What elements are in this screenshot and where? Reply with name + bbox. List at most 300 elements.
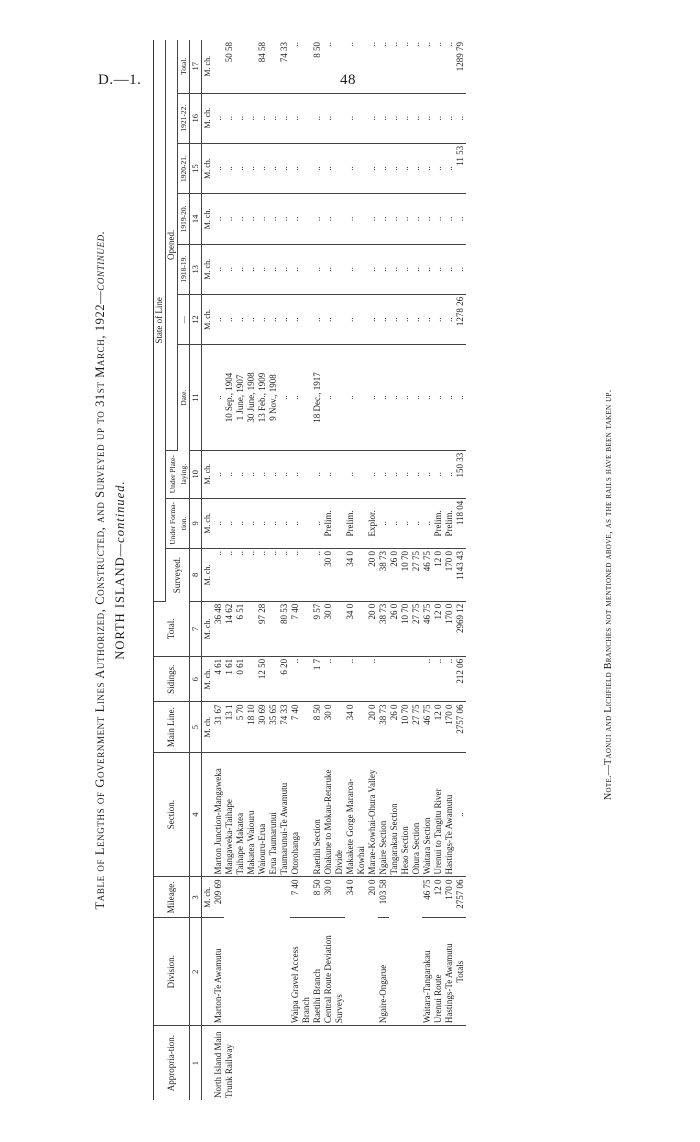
sidings-cell: .. — [422, 656, 433, 702]
column-number: 2 — [190, 918, 202, 1026]
surveyed-cell: .. — [235, 549, 246, 602]
opened-1921-22-cell: .. — [323, 93, 345, 143]
division-cell: Hastings-Te Awamutu — [444, 918, 455, 1026]
header-mileage: Mileage. — [154, 877, 190, 918]
section-cell: Mangaweka-Taihape — [224, 752, 235, 877]
opened-dash-cell: .. — [345, 294, 367, 344]
division-cell: Marton-Te Awamutu — [213, 918, 290, 1026]
sidings-cell: 4 61 — [213, 656, 224, 702]
totals-1921-22: .. — [455, 93, 466, 143]
surveyed-cell: 46 75 — [422, 549, 433, 602]
opened-1918-19-cell: .. — [444, 244, 455, 294]
appropriation-cell — [422, 1026, 433, 1100]
opened-1918-19-cell: .. — [312, 244, 323, 294]
surveyed-cell: .. — [224, 549, 235, 602]
opened-1919-20-cell: .. — [378, 194, 389, 244]
totals-formation: 118 04 — [455, 498, 466, 548]
main-line-cell: 8 50 — [312, 702, 323, 752]
total-cell: 46 75 — [422, 601, 433, 656]
totals-sidings: 212 06 — [455, 656, 466, 702]
opened-1918-19-cell: .. — [433, 244, 444, 294]
unit-label: M. ch. — [202, 93, 214, 143]
total-cell: 170 0 — [444, 601, 455, 656]
total-cell — [268, 601, 279, 656]
header-1921-22: 1921-22. — [178, 93, 190, 143]
opened-1919-20-cell: .. — [411, 194, 422, 244]
opened-1920-21-cell: .. — [345, 143, 367, 193]
opened-date-cell: .. — [213, 345, 224, 451]
opened-dash-cell: .. — [312, 294, 323, 344]
opened-1921-22-cell: .. — [345, 93, 367, 143]
opened-1918-19-cell: .. — [279, 244, 290, 294]
under-formation-cell: .. — [279, 498, 290, 548]
opened-1920-21-cell: .. — [279, 143, 290, 193]
table-subtitle-continued: continued. — [113, 480, 127, 543]
appropriation-cell — [290, 1026, 312, 1100]
opened-total-cell: 8 50 — [312, 40, 323, 93]
mileage-cell: 20 0 — [367, 879, 377, 896]
opened-1919-20-cell: .. — [389, 194, 400, 244]
totals-1919-20: .. — [455, 194, 466, 244]
under-platelaying-cell: .. — [213, 450, 224, 498]
header-under-formation: Under Forma-tion. — [166, 498, 190, 548]
division-cell: Raetihi Branch — [312, 918, 323, 1026]
opened-1918-19-cell: .. — [257, 244, 268, 294]
sidings-cell: 1 61 — [224, 656, 235, 702]
column-number: 13 — [190, 244, 202, 294]
opened-1918-19-cell: .. — [367, 244, 378, 294]
under-platelaying-cell: .. — [279, 450, 290, 498]
opened-total-cell: .. — [411, 40, 422, 93]
opened-1919-20-cell: .. — [444, 194, 455, 244]
mileage-cell: 46 75 — [422, 877, 433, 918]
header-1918-19: 1918-19. — [178, 244, 190, 294]
opened-dash-cell: .. — [378, 294, 389, 344]
column-number: 7 — [190, 601, 202, 656]
opened-1918-19-cell: .. — [378, 244, 389, 294]
header-surveyed: Surveyed. — [166, 549, 190, 602]
under-formation-cell: .. — [213, 498, 224, 548]
sidings-cell — [389, 656, 400, 702]
opened-1919-20-cell: .. — [279, 194, 290, 244]
column-number: 11 — [190, 345, 202, 451]
opened-total-cell: .. — [378, 40, 389, 93]
unit-label: M. ch. — [202, 877, 214, 918]
under-platelaying-cell: .. — [345, 450, 367, 498]
under-formation-cell: .. — [422, 498, 433, 548]
page-reference: D.—1. — [98, 72, 142, 88]
opened-date-cell: 1 June, 1907 — [235, 345, 246, 451]
unit-label: M. ch. — [202, 702, 214, 752]
surveyed-cell: 12 0 — [433, 549, 444, 602]
main-line-cell: 13 1 — [224, 702, 235, 752]
opened-dash-cell: .. — [433, 294, 444, 344]
opened-1919-20-cell: .. — [400, 194, 411, 244]
opened-1920-21-cell: .. — [290, 143, 312, 193]
appropriation-cell: North Island Main Trunk Railway — [213, 1031, 234, 1098]
table-row — [323, 40, 345, 1100]
header-date: Date. — [178, 345, 190, 451]
unit-label: M. ch. — [202, 549, 214, 602]
surveyed-cell: 34 0 — [345, 549, 367, 602]
opened-date-cell: 10 Sep., 1904 — [224, 345, 235, 451]
mileage-cell: 170 0 — [444, 877, 455, 918]
main-line-cell: 26 0 — [389, 702, 400, 752]
mileage-cell — [246, 877, 257, 918]
main-line-cell: 170 0 — [444, 702, 455, 752]
main-line-cell: 46 75 — [422, 702, 433, 752]
opened-1918-19-cell: .. — [290, 244, 312, 294]
opened-date-cell: 30 June, 1908 — [246, 345, 257, 451]
opened-dash-cell: .. — [279, 294, 290, 344]
sidings-cell — [268, 656, 279, 702]
opened-1920-21-cell: .. — [323, 143, 345, 193]
main-line-cell: 31 67 — [213, 702, 224, 752]
appropriation-cell — [323, 1026, 378, 1100]
opened-1921-22-cell: .. — [367, 93, 378, 143]
sidings-cell: .. — [345, 656, 367, 702]
total-cell: 6 51 — [235, 601, 246, 656]
sidings-cell: 0 61 — [235, 656, 246, 702]
opened-1919-20-cell: .. — [246, 194, 257, 244]
mileage-cell: 30 0 — [323, 877, 345, 918]
header-opened: Opened. — [166, 40, 178, 450]
opened-1921-22-cell: .. — [235, 93, 246, 143]
appropriation-cell — [312, 1026, 323, 1100]
railway-lengths-table — [153, 40, 466, 1100]
opened-1921-22-cell: .. — [411, 93, 422, 143]
opened-1918-19-cell: .. — [411, 244, 422, 294]
main-line-cell: 30 69 — [257, 702, 268, 752]
division-cell: Ngaire-Ongarue — [378, 918, 422, 1026]
totals-platelaying: 150 33 — [455, 450, 466, 498]
under-formation-cell: .. — [235, 498, 246, 548]
sidings-cell: 6 20 — [279, 656, 290, 702]
sidings-cell — [246, 656, 257, 702]
totals-date: .. — [455, 345, 466, 451]
opened-date-cell: .. — [345, 345, 367, 451]
opened-1919-20-cell: .. — [323, 194, 345, 244]
total-cell: 36 48 — [213, 601, 224, 656]
opened-1921-22-cell: .. — [257, 93, 268, 143]
units-row — [202, 40, 214, 1100]
opened-1921-22-cell: .. — [268, 93, 279, 143]
opened-1921-22-cell: .. — [378, 93, 389, 143]
opened-1919-20-cell: .. — [213, 194, 224, 244]
opened-date-cell: 9 Nov., 1908 — [268, 345, 279, 451]
opened-total-cell: .. — [433, 40, 444, 93]
sidings-cell: .. — [323, 656, 345, 702]
opened-1919-20-cell: .. — [433, 194, 444, 244]
total-cell: 38 73 — [378, 601, 389, 656]
opened-1920-21-cell: .. — [444, 143, 455, 193]
opened-1920-21-cell: .. — [422, 143, 433, 193]
opened-total-cell: .. — [444, 40, 455, 93]
opened-1920-21-cell: .. — [224, 143, 235, 193]
column-number: 4 — [190, 752, 202, 877]
appropriation-cell — [433, 1026, 444, 1100]
opened-dash-cell: .. — [235, 294, 246, 344]
surveyed-cell: .. — [290, 549, 312, 602]
totals-mileage: 2757 06 — [455, 877, 466, 918]
division-cell: Waipa Gravel Access Branch — [290, 918, 312, 1026]
opened-1920-21-cell: .. — [389, 143, 400, 193]
opened-dash-cell: .. — [290, 294, 312, 344]
section-cell: Urenui to Tangitu River — [433, 752, 444, 877]
header-appropriation: Appropria-tion. — [154, 1026, 190, 1100]
opened-dash-cell: .. — [213, 294, 224, 344]
section-cell: Marae-Kowhai-Ohura Valley — [367, 752, 378, 877]
opened-total-cell: 74 33 — [279, 40, 290, 93]
column-number: 15 — [190, 143, 202, 193]
under-platelaying-cell: .. — [433, 450, 444, 498]
column-number: 1 — [190, 1026, 202, 1100]
header-1920-21: 1920-21. — [178, 143, 190, 193]
section-cell: Erua Taumarunui — [268, 752, 279, 877]
opened-1921-22-cell: .. — [422, 93, 433, 143]
section-cell: Waiouru-Erua — [257, 752, 268, 877]
sidings-cell: .. — [290, 656, 312, 702]
table-title-main: Table of Lengths of Government Lines Authorized, Constructed, and Surveyed up to 31st March, 1922— — [93, 290, 107, 910]
opened-dash-cell: .. — [389, 294, 400, 344]
opened-total-cell: .. — [422, 40, 433, 93]
under-formation-cell: Prelim. — [444, 498, 455, 548]
table-row — [444, 40, 455, 1100]
mileage-cell — [279, 877, 290, 918]
division-cell: Waitara-Tangarakau — [422, 918, 433, 1026]
opened-dash-cell: .. — [411, 294, 422, 344]
opened-1919-20-cell: .. — [224, 194, 235, 244]
opened-1920-21-cell: .. — [367, 143, 378, 193]
sidings-cell: 12 50 — [257, 656, 268, 702]
under-formation-cell: .. — [268, 498, 279, 548]
opened-1918-19-cell: .. — [345, 244, 367, 294]
appropriation-cell — [444, 1026, 455, 1100]
unit-label: M. ch. — [202, 194, 214, 244]
opened-dash-cell: .. — [224, 294, 235, 344]
surveyed-cell: 170 0 — [444, 549, 455, 602]
surveyed-cell: 10 70 — [400, 549, 411, 602]
opened-1919-20-cell: .. — [290, 194, 312, 244]
mileage-cell: 209 69 — [213, 877, 224, 918]
total-cell: 10 70 — [400, 601, 411, 656]
under-platelaying-cell: .. — [268, 450, 279, 498]
opened-1918-19-cell: .. — [235, 244, 246, 294]
opened-dash-cell: .. — [422, 294, 433, 344]
totals-main: 2757 06 — [455, 702, 466, 752]
opened-total-cell — [246, 40, 257, 93]
total-cell: 9 57 — [312, 601, 323, 656]
opened-1919-20-cell: .. — [345, 194, 367, 244]
appropriation-cell — [378, 1026, 422, 1100]
sidings-cell — [378, 656, 389, 702]
main-line-cell: 38 73 — [378, 702, 389, 752]
opened-1920-21-cell: .. — [246, 143, 257, 193]
surveyed-cell: 38 73 — [378, 549, 389, 602]
opened-1921-22-cell: .. — [312, 93, 323, 143]
total-cell: 97 28 — [257, 601, 268, 656]
under-formation-cell: Prelim. — [323, 498, 345, 548]
header-under-platelaying: Under Plate-laying. — [166, 450, 190, 498]
surveyed-cell: .. — [268, 549, 279, 602]
page-number: 48 — [340, 72, 356, 88]
main-line-cell: 20 0 — [367, 702, 378, 752]
opened-dash-cell: .. — [400, 294, 411, 344]
table-subtitle — [113, 40, 128, 1100]
opened-1918-19-cell: .. — [400, 244, 411, 294]
table-body — [202, 40, 456, 1100]
surveyed-cell: .. — [312, 549, 323, 602]
opened-1920-21-cell: .. — [213, 143, 224, 193]
mileage-cell — [268, 877, 279, 918]
total-cell: 80 53 — [279, 601, 290, 656]
opened-1920-21-cell: .. — [400, 143, 411, 193]
opened-1921-22-cell: .. — [246, 93, 257, 143]
section-cell: Tangarakau Section — [389, 752, 400, 877]
opened-date-cell: .. — [323, 345, 345, 451]
table-note: Note.—Taonui and Lichfield Branches not mentioned above, as the rails have been taken up. — [603, 389, 614, 800]
opened-1920-21-cell: .. — [268, 143, 279, 193]
totals-surveyed: 1143 43 — [455, 549, 466, 602]
header-sidings: Sidings. — [154, 656, 190, 702]
totals-1920-21: 11 53 — [455, 143, 466, 193]
mileage-cell: 103 58 — [378, 877, 389, 918]
column-number: 5 — [190, 702, 202, 752]
totals-section: .. — [455, 752, 466, 877]
opened-total-cell: .. — [389, 40, 400, 93]
totals-row — [455, 40, 466, 1100]
sidings-cell — [411, 656, 422, 702]
sidings-cell: .. — [433, 656, 444, 702]
opened-1919-20-cell: .. — [257, 194, 268, 244]
total-cell: 30 0 — [323, 601, 345, 656]
total-cell: 26 0 — [389, 601, 400, 656]
header-total: Total. — [154, 601, 190, 656]
opened-dash-cell: .. — [246, 294, 257, 344]
totals-1918-19: .. — [455, 244, 466, 294]
under-formation-cell: Explor. — [367, 498, 378, 548]
section-cell: Ngaire Section — [378, 752, 389, 877]
opened-date-cell: 18 Dec., 1917 — [312, 345, 323, 451]
unit-label: M. ch. — [202, 601, 214, 656]
table-row — [433, 40, 444, 1100]
under-platelaying-cell: .. — [290, 450, 312, 498]
opened-total-cell: .. — [345, 40, 367, 93]
total-cell: 14 62 — [224, 601, 235, 656]
header-main-line: Main Line. — [154, 702, 190, 752]
opened-total-cell: .. — [323, 40, 345, 93]
opened-1921-22-cell: .. — [213, 93, 224, 143]
opened-dash-cell: .. — [323, 294, 345, 344]
mileage-cell: 8 50 — [312, 877, 323, 918]
surveyed-cell: .. — [279, 549, 290, 602]
opened-1920-21-cell: .. — [312, 143, 323, 193]
opened-1921-22-cell: .. — [279, 93, 290, 143]
surveyed-cell: 20 0 — [367, 549, 378, 602]
under-platelaying-cell: .. — [224, 450, 235, 498]
table-row — [213, 40, 224, 1100]
sidings-cell — [400, 656, 411, 702]
section-cell: Ohura Section — [411, 752, 422, 877]
opened-total-cell: .. — [367, 40, 378, 93]
under-platelaying-cell: .. — [444, 450, 455, 498]
opened-1921-22-cell: .. — [290, 93, 312, 143]
main-line-cell: 34 0 — [345, 702, 367, 752]
totals-opened-dash: 1278 26 — [455, 294, 466, 344]
table-row — [422, 40, 433, 1100]
under-formation-cell: .. — [290, 498, 312, 548]
under-formation-cell: .. — [312, 498, 323, 548]
opened-1918-19-cell: .. — [422, 244, 433, 294]
header-dash: — — [178, 294, 190, 344]
total-cell: 34 0 — [345, 601, 367, 656]
opened-date-cell: .. — [279, 345, 290, 451]
table-row — [378, 40, 389, 1100]
main-line-cell: 27 75 — [411, 702, 422, 752]
opened-1920-21-cell: .. — [235, 143, 246, 193]
opened-1919-20-cell: .. — [422, 194, 433, 244]
section-cell: Heao Section — [400, 752, 411, 877]
opened-date-cell: .. — [422, 345, 433, 451]
under-platelaying-cell: .. — [378, 450, 389, 498]
opened-total-cell: 84 58 — [257, 40, 268, 93]
under-platelaying-cell: .. — [312, 450, 323, 498]
main-line-cell: 10 70 — [400, 702, 411, 752]
section-cell: Ohakune to Mokau-Retaruke Divide — [323, 752, 345, 877]
totals-opened-total: 1289 79 — [455, 40, 466, 93]
sidings-cell: .. — [367, 656, 378, 702]
opened-1921-22-cell: .. — [389, 93, 400, 143]
main-line-cell: 35 65 — [268, 702, 279, 752]
opened-1919-20-cell: .. — [367, 194, 378, 244]
main-line-cell: 12 0 — [433, 702, 444, 752]
under-formation-cell: .. — [246, 498, 257, 548]
under-platelaying-cell: .. — [422, 450, 433, 498]
header-state-of-line: State of Line — [154, 40, 166, 601]
table-subtitle-main: NORTH ISLAND— — [113, 542, 127, 660]
total-cell: 12 0 — [433, 601, 444, 656]
surveyed-cell: .. — [213, 549, 224, 602]
opened-1920-21-cell: .. — [411, 143, 422, 193]
section-cell: Waitara Section — [422, 752, 433, 877]
main-line-cell: 5 70 — [235, 702, 246, 752]
total-cell — [246, 601, 257, 656]
total-cell: 7 40 — [290, 601, 312, 656]
opened-1918-19-cell: .. — [323, 244, 345, 294]
opened-1918-19-cell: .. — [389, 244, 400, 294]
main-line-cell: 7 40 — [290, 702, 312, 752]
unit-label: M. ch. — [202, 244, 214, 294]
sidings-cell: 1 7 — [312, 656, 323, 702]
under-platelaying-cell: .. — [367, 450, 378, 498]
opened-dash-cell: .. — [367, 294, 378, 344]
opened-date-cell: .. — [411, 345, 422, 451]
mileage-cell — [400, 877, 411, 918]
table-row — [312, 40, 323, 1100]
mileage-cell — [224, 877, 235, 918]
column-number: 16 — [190, 93, 202, 143]
table-title — [93, 40, 108, 1100]
under-platelaying-cell: .. — [257, 450, 268, 498]
under-formation-cell: .. — [224, 498, 235, 548]
rotated-table-area — [93, 40, 653, 1100]
under-platelaying-cell: .. — [246, 450, 257, 498]
column-number: 10 — [190, 450, 202, 498]
main-line-cell: 30 0 — [323, 702, 345, 752]
unit-label: M. ch. — [202, 294, 214, 344]
section-cell: Makatea Waiouru — [246, 752, 257, 877]
main-line-cell: 74 33 — [279, 702, 290, 752]
